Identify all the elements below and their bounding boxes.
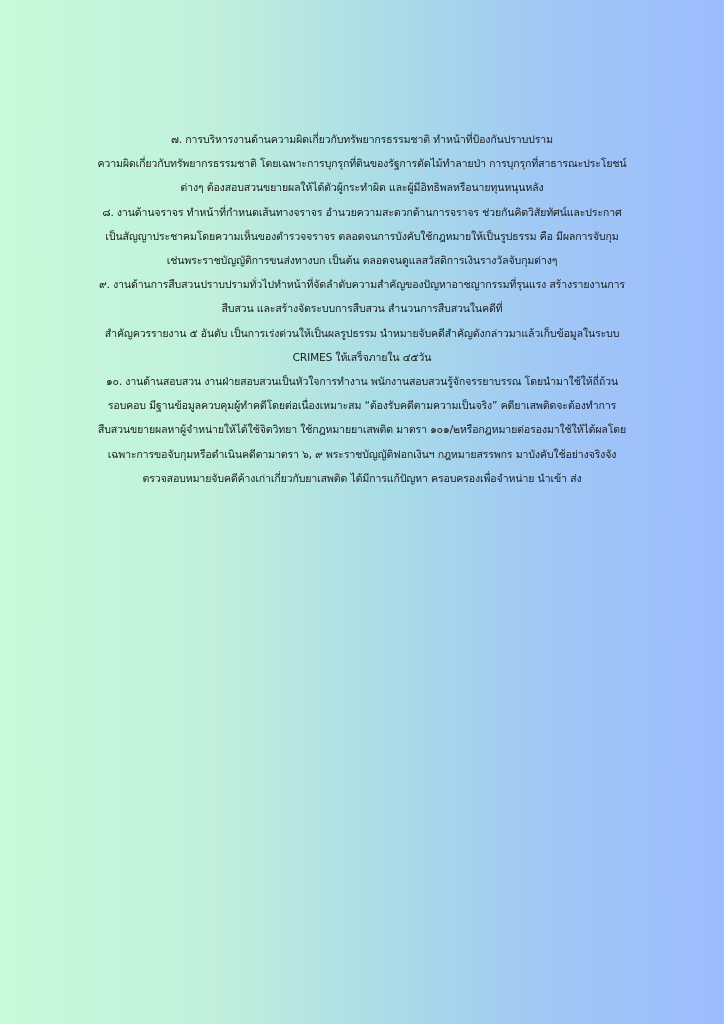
text-line-12: รอบคอบ มีฐานข้อมูลควบคุมผู้ทำคดีโดยต่อเนื่องเหมาะสม “ต้องรับคดีตามความเป็นจริง” คดียาเสพติดจะต้องทำการ xyxy=(107,400,617,413)
text-line-14: เฉพาะการขอจับกุมหรือดำเนินคดีตามาตรา ๖, ๙ พระราชบัญญัติฟอกเงินฯ กฎหมายสรรพกร มาบังคับใช้อย่างจริงจัง xyxy=(107,448,617,461)
text-line-1: ๗. การบริหารงานด้านความผิดเกี่ยวกับทรัพยากรธรรมชาติ ทำหน้าที่ป้องกันปราบปราม xyxy=(171,134,553,146)
document-body xyxy=(40,128,684,491)
text-line-15: ตรวจสอบหมายจับคดีค้างเก่าเกี่ยวกับยาเสพติด ได้มีการแก้ปัญหา ครอบครองเพื่อจำหน่าย นำเข้า ส่ง xyxy=(142,472,582,485)
text-line-13: สืบสวนขยายผลหาผู้จำหน่ายให้ได้ใช้จิตวิทยา ใช้กฎหมายยาเสพติด มาตรา ๑๐๑/๒หรือกฎหมายต่อรองมาใช้ให้ได้ผลโดย xyxy=(97,424,627,437)
text-line-8: สืบสวน และสร้างจัดระบบการสืบสวน สำนวนการสืบสวนในคดีที่ xyxy=(221,303,503,316)
text-line-3: ต่างๆ ต้องสอบสวนขยายผลให้ได้ตัวผู้กระทำผิด และผู้มีอิทธิพลหรือนายทุนหนุนหลัง xyxy=(180,182,544,195)
text-line-5: เป็นสัญญาประชาคมโดยความเห็นของตำรวจจราจร ตลอดจนการบังคับใช้กฎหมายให้เป็นรูปธรรม คือ มีผลการจับกุม xyxy=(105,230,619,243)
text-line-7: ๙. งานด้านการสืบสวนปราบปรามทั่วไปทำหน้าที่จัดลำดับความสำคัญของปัญหาอาชญากรรมที่รุนแรง สร้างรายงานการ xyxy=(99,279,625,292)
text-line-10: CRIMES ให้เสร็จภายใน ๔๕วัน xyxy=(292,351,432,364)
text-line-11: ๑๐. งานด้านสอบสวน งานฝ่ายสอบสวนเป็นหัวใจการทำงาน พนักงานสอบสวนรู้จักจรรยาบรรณ โดยนำมาใช้ให้ถี่ถ้วน xyxy=(105,376,619,389)
text-line-9: สำคัญควรรายงาน ๕ อันดับ เป็นการเร่งด่วนให้เป็นผลรูปธรรม นำหมายจับคดีสำคัญดังกล่าวมาแล้วเก็บข้อมูลในระบบ xyxy=(104,327,620,340)
text-line-6: เช่นพระราชบัญญัติการขนส่งทางบก เป็นต้น ตลอดจนดูแลสวัสดิการเงินรางวัลจับกุมต่างๆ xyxy=(166,255,558,268)
text-line-2: ความผิดเกี่ยวกับทรัพยากรธรรมชาติ โดยเฉพาะการบุกรุกที่ดินของรัฐการตัดไม้ทำลายป่า การบุกรุกที่สาธารณะประโยชน์ xyxy=(97,158,627,171)
text-line-4: ๘. งานด้านจราจร ทำหน้าที่กำหนดเส้นทางจราจร อำนวยความสะดวกด้านการจราจร ช่วยกันคิดวิสัยทัศน์และประกาศ xyxy=(102,206,622,219)
